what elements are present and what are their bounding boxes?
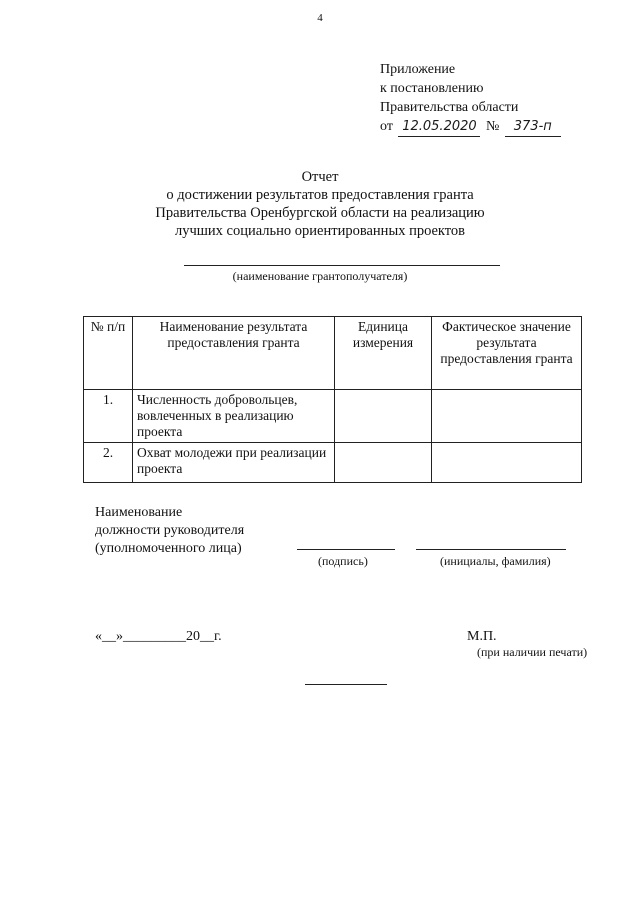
signer-block [95, 504, 244, 558]
table-header-row [84, 317, 582, 390]
stamp-label: М.П. [467, 629, 497, 644]
date-field[interactable]: «__»_________20__г. [95, 629, 222, 644]
name-line[interactable] [416, 549, 566, 550]
row-result-name: Охват молодежи при реализации проекта [133, 443, 335, 483]
row-actual-value[interactable] [432, 390, 582, 443]
row-unit[interactable] [335, 390, 432, 443]
page-number: 4 [317, 12, 323, 24]
handwritten-number: 373-п [505, 117, 561, 137]
table-row [84, 443, 582, 483]
results-table [83, 316, 582, 483]
row-result-name: Численность добровольцев, вовлеченных в реализацию проекта [133, 390, 335, 443]
appendix-date-number-line [380, 117, 561, 137]
signature-line[interactable] [297, 549, 395, 550]
name-caption: (инициалы, фамилия) [440, 554, 551, 568]
signer-line-3: (уполномоченного лица) [95, 541, 242, 556]
row-number: 2. [84, 443, 133, 483]
handwritten-date: 12.05.2020 [398, 117, 480, 137]
title-line-2: о достижении результатов предоставления гранта [166, 187, 474, 203]
report-title [0, 168, 640, 240]
row-unit[interactable] [335, 443, 432, 483]
header-result-name: Наименование результата предоставления гранта [133, 317, 335, 390]
signer-line-2: должности руководителя [95, 523, 245, 538]
grantee-name-line [184, 265, 500, 266]
title-line-3: Правительства Оренбургской области на реализацию [155, 205, 485, 221]
header-unit: Единица измерения [335, 317, 432, 390]
signer-line-1: Наименование [95, 505, 183, 520]
grantee-caption: (наименование грантополучателя) [232, 269, 408, 283]
row-actual-value[interactable] [432, 443, 582, 483]
appendix-from-label: от [380, 119, 393, 134]
appendix-number-label: № [485, 119, 500, 134]
end-divider [305, 684, 387, 685]
appendix-line-2: к постановлению [380, 81, 484, 96]
title-line-1: Отчет [301, 169, 339, 185]
appendix-line-3: Правительства области [380, 100, 519, 115]
stamp-caption: (при наличии печати) [477, 645, 588, 659]
appendix-header [380, 60, 561, 137]
table-row [84, 390, 582, 443]
header-actual-value: Фактическое значение результата предоставления гранта [432, 317, 582, 390]
title-line-4: лучших социально ориентированных проектов [174, 223, 466, 239]
signature-caption: (подпись) [318, 554, 368, 568]
row-number: 1. [84, 390, 133, 443]
appendix-line-1: Приложение [380, 62, 456, 77]
header-number: № п/п [84, 317, 133, 390]
